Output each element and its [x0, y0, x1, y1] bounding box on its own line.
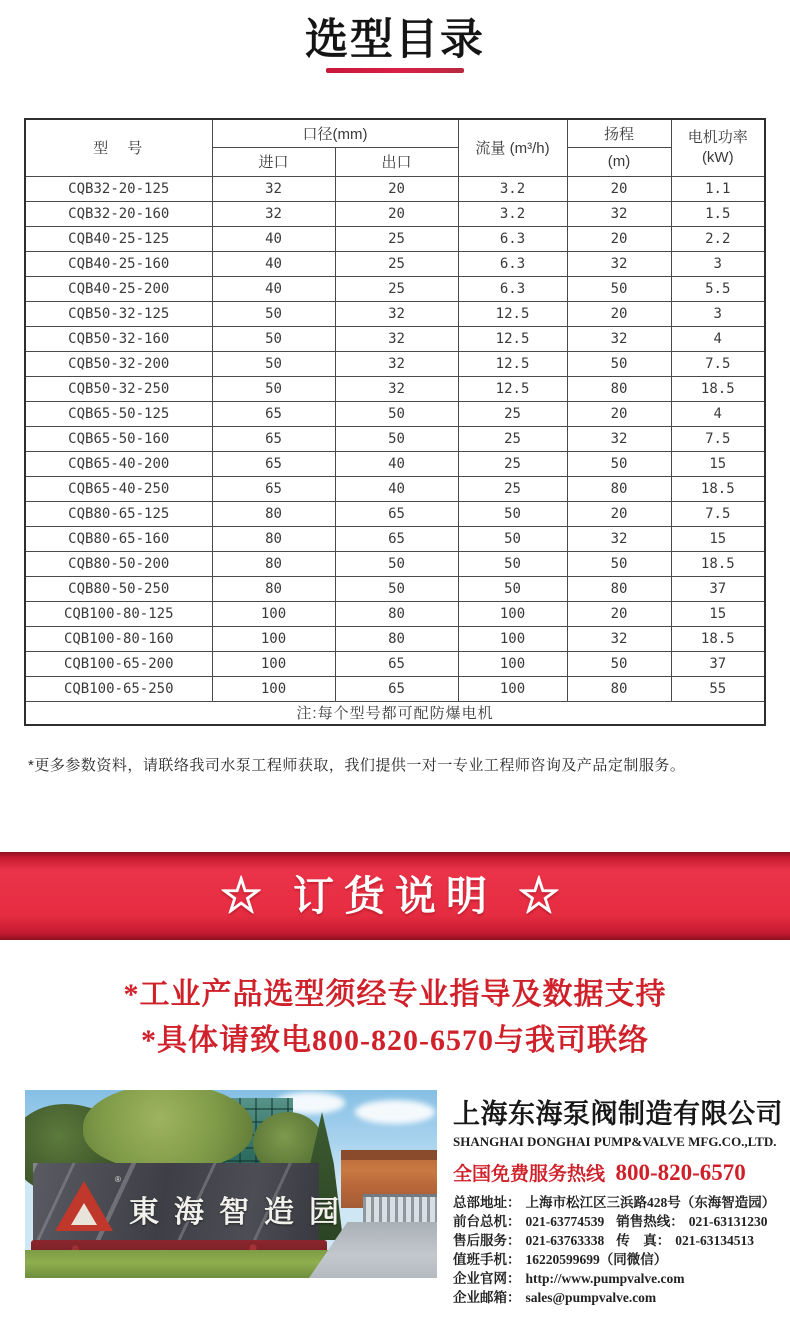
value-cell: 40: [212, 251, 335, 276]
value-cell: 50: [567, 276, 671, 301]
value-cell: 7.5: [671, 501, 765, 526]
notice-line-2: *具体请致电800-820-6570与我司联络: [141, 1024, 649, 1057]
contact-lines: [453, 1193, 788, 1307]
value-cell: 25: [458, 401, 567, 426]
value-cell: 80: [212, 526, 335, 551]
value-cell: 37: [671, 651, 765, 676]
order-instructions-banner: [0, 852, 790, 940]
value-cell: 65: [212, 401, 335, 426]
contact-label: 企业官网：: [453, 1271, 521, 1286]
value-cell: 32: [212, 176, 335, 201]
value-cell: 100: [212, 626, 335, 651]
model-cell: CQB100-65-200: [25, 651, 212, 676]
contact-line: [453, 1212, 788, 1231]
value-cell: 12.5: [458, 351, 567, 376]
value-cell: 6.3: [458, 251, 567, 276]
model-cell: CQB80-65-160: [25, 526, 212, 551]
value-cell: 40: [212, 276, 335, 301]
header-inlet: 进口: [212, 147, 335, 176]
value-cell: 6.3: [458, 226, 567, 251]
value-cell: 1.5: [671, 201, 765, 226]
model-cell: CQB50-32-200: [25, 351, 212, 376]
company-info: [453, 1092, 788, 1307]
contact-line: [453, 1250, 788, 1269]
table-row: [25, 676, 765, 701]
value-cell: 32: [567, 251, 671, 276]
value-cell: 50: [212, 301, 335, 326]
value-cell: 3: [671, 251, 765, 276]
value-cell: 18.5: [671, 476, 765, 501]
model-cell: CQB40-25-125: [25, 226, 212, 251]
value-cell: 32: [567, 626, 671, 651]
value-cell: 4: [671, 401, 765, 426]
value-cell: 55: [671, 676, 765, 701]
model-cell: CQB65-50-160: [25, 426, 212, 451]
contact-value: http://www.pumpvalve.com: [525, 1271, 685, 1286]
value-cell: 25: [458, 426, 567, 451]
table-row: [25, 451, 765, 476]
footnote-text: *更多参数资料，请联络我司水泵工程师获取，我们提供一对一专业工程师咨询及产品定制服务。: [28, 757, 686, 774]
contact-label: 前台总机：: [453, 1214, 521, 1229]
value-cell: 50: [212, 351, 335, 376]
value-cell: 32: [335, 351, 458, 376]
value-cell: 100: [458, 676, 567, 701]
contact-label: 传 真：: [616, 1233, 671, 1248]
value-cell: 32: [567, 526, 671, 551]
header-flow: 流量 (m³/h): [458, 119, 567, 176]
table-row: [25, 526, 765, 551]
value-cell: 65: [335, 676, 458, 701]
value-cell: 18.5: [671, 376, 765, 401]
value-cell: 32: [567, 201, 671, 226]
table-note: 注:每个型号都可配防爆电机: [25, 701, 765, 725]
value-cell: 15: [671, 601, 765, 626]
value-cell: 80: [212, 551, 335, 576]
table-row: [25, 276, 765, 301]
table-row: [25, 601, 765, 626]
value-cell: 3: [671, 301, 765, 326]
value-cell: 50: [335, 401, 458, 426]
value-cell: 15: [671, 526, 765, 551]
table-row: [25, 476, 765, 501]
tree-middle: [83, 1090, 253, 1170]
value-cell: 80: [212, 501, 335, 526]
company-name-english: SHANGHAI DONGHAI PUMP&VALVE MFG.CO.,LTD.: [453, 1134, 777, 1149]
model-cell: CQB50-32-250: [25, 376, 212, 401]
value-cell: 65: [212, 451, 335, 476]
value-cell: 25: [458, 476, 567, 501]
value-cell: 1.1: [671, 176, 765, 201]
value-cell: 32: [567, 426, 671, 451]
model-cell: CQB32-20-160: [25, 201, 212, 226]
value-cell: 20: [335, 176, 458, 201]
value-cell: 40: [212, 226, 335, 251]
contact-value: 021-63774539: [525, 1214, 605, 1229]
registered-mark: ®: [115, 1175, 121, 1184]
contact-value: 021-63763338: [525, 1233, 605, 1248]
table-row: [25, 401, 765, 426]
value-cell: 65: [212, 426, 335, 451]
value-cell: 100: [458, 651, 567, 676]
contact-line: [453, 1193, 788, 1212]
table-row: [25, 426, 765, 451]
contact-value: 上海市松江区三浜路428号（东海智造园）: [525, 1195, 776, 1210]
value-cell: 12.5: [458, 376, 567, 401]
value-cell: 80: [567, 476, 671, 501]
value-cell: 50: [458, 576, 567, 601]
value-cell: 32: [335, 301, 458, 326]
value-cell: 50: [567, 551, 671, 576]
value-cell: 20: [567, 401, 671, 426]
value-cell: 20: [567, 601, 671, 626]
value-cell: 18.5: [671, 626, 765, 651]
model-cell: CQB65-40-200: [25, 451, 212, 476]
title-underline: [326, 68, 464, 73]
header-power-line1: 电机功率: [687, 128, 748, 146]
value-cell: 4: [671, 326, 765, 351]
hotline-number: 800-820-6570: [615, 1160, 746, 1185]
value-cell: 7.5: [671, 351, 765, 376]
value-cell: 50: [567, 351, 671, 376]
value-cell: 12.5: [458, 301, 567, 326]
value-cell: 6.3: [458, 276, 567, 301]
value-cell: 20: [567, 501, 671, 526]
model-cell: CQB80-50-200: [25, 551, 212, 576]
contact-label: 总部地址：: [453, 1195, 521, 1210]
value-cell: 50: [458, 551, 567, 576]
value-cell: 32: [335, 376, 458, 401]
model-selection-table: [24, 118, 766, 726]
model-cell: CQB65-40-250: [25, 476, 212, 501]
company-photo: [25, 1090, 437, 1278]
table-row: [25, 651, 765, 676]
value-cell: 65: [335, 651, 458, 676]
donghai-logo-notch: [71, 1203, 97, 1225]
model-cell: CQB80-50-250: [25, 576, 212, 601]
model-cell: CQB65-50-125: [25, 401, 212, 426]
header-power: [671, 119, 765, 176]
value-cell: 20: [567, 301, 671, 326]
note-row: [25, 701, 765, 725]
header-caliber: 口径(mm): [212, 119, 458, 147]
page-title: 选型目录: [305, 16, 485, 64]
hotline-label: 全国免费服务热线: [453, 1164, 606, 1185]
value-cell: 65: [212, 476, 335, 501]
value-cell: 3.2: [458, 201, 567, 226]
value-cell: 50: [458, 501, 567, 526]
value-cell: 20: [335, 201, 458, 226]
value-cell: 100: [458, 626, 567, 651]
service-hotline: [453, 1159, 788, 1186]
value-cell: 80: [567, 376, 671, 401]
model-cell: CQB100-80-160: [25, 626, 212, 651]
table-row: [25, 301, 765, 326]
value-cell: 25: [335, 226, 458, 251]
value-cell: 25: [458, 451, 567, 476]
contact-label: 销售热线：: [616, 1214, 684, 1229]
value-cell: 50: [212, 326, 335, 351]
value-cell: 25: [335, 251, 458, 276]
value-cell: 18.5: [671, 551, 765, 576]
header-head-unit: (m): [567, 147, 671, 176]
contact-line: [453, 1269, 788, 1288]
value-cell: 50: [567, 651, 671, 676]
table-body: [25, 176, 765, 701]
table-header: [25, 119, 765, 176]
table-row: [25, 226, 765, 251]
model-cell: CQB32-20-125: [25, 176, 212, 201]
header-head: 扬程: [567, 119, 671, 147]
table-row: [25, 176, 765, 201]
table-row: [25, 351, 765, 376]
model-cell: CQB100-80-125: [25, 601, 212, 626]
value-cell: 100: [212, 676, 335, 701]
value-cell: 50: [458, 526, 567, 551]
table-row: [25, 326, 765, 351]
value-cell: 7.5: [671, 426, 765, 451]
table-row: [25, 251, 765, 276]
value-cell: 15: [671, 451, 765, 476]
model-cell: CQB80-65-125: [25, 501, 212, 526]
table-row: [25, 501, 765, 526]
value-cell: 3.2: [458, 176, 567, 201]
value-cell: 65: [335, 501, 458, 526]
header-model: 型 号: [25, 119, 212, 176]
model-cell: CQB40-25-200: [25, 276, 212, 301]
model-cell: CQB50-32-125: [25, 301, 212, 326]
value-cell: 50: [335, 576, 458, 601]
value-cell: 100: [212, 601, 335, 626]
value-cell: 20: [567, 226, 671, 251]
value-cell: 32: [567, 326, 671, 351]
value-cell: 50: [335, 426, 458, 451]
table-row: [25, 576, 765, 601]
contact-value: sales@pumpvalve.com: [525, 1290, 657, 1305]
value-cell: 100: [212, 651, 335, 676]
header-power-line2: (kW): [701, 148, 734, 166]
model-cell: CQB50-32-160: [25, 326, 212, 351]
value-cell: 40: [335, 451, 458, 476]
contact-label: 企业邮箱：: [453, 1290, 521, 1305]
banner-title: ☆ 订货说明 ☆: [220, 873, 570, 919]
value-cell: 50: [567, 451, 671, 476]
value-cell: 65: [335, 526, 458, 551]
value-cell: 37: [671, 576, 765, 601]
model-cell: CQB100-65-250: [25, 676, 212, 701]
value-cell: 80: [335, 626, 458, 651]
contact-label: 售后服务：: [453, 1233, 521, 1248]
header-outlet: 出口: [335, 147, 458, 176]
value-cell: 100: [458, 601, 567, 626]
model-cell: CQB40-25-160: [25, 251, 212, 276]
contact-line: [453, 1231, 788, 1250]
table-row: [25, 626, 765, 651]
value-cell: 32: [212, 201, 335, 226]
value-cell: 2.2: [671, 226, 765, 251]
sign-wall-text: 東海智造园: [129, 1196, 354, 1229]
value-cell: 20: [567, 176, 671, 201]
value-cell: 80: [212, 576, 335, 601]
contact-value: 021-63131230: [688, 1214, 768, 1229]
company-name: 上海东海泵阀制造有限公司: [453, 1099, 783, 1129]
notice-line-1: *工业产品选型须经专业指导及数据支持: [123, 978, 667, 1011]
table-row: [25, 551, 765, 576]
value-cell: 50: [212, 376, 335, 401]
value-cell: 25: [335, 276, 458, 301]
value-cell: 5.5: [671, 276, 765, 301]
table-row: [25, 201, 765, 226]
value-cell: 50: [335, 551, 458, 576]
value-cell: 80: [567, 576, 671, 601]
value-cell: 40: [335, 476, 458, 501]
value-cell: 32: [335, 326, 458, 351]
value-cell: 80: [335, 601, 458, 626]
contact-label: 值班手机：: [453, 1252, 521, 1267]
contact-line: [453, 1288, 788, 1307]
value-cell: 80: [567, 676, 671, 701]
value-cell: 12.5: [458, 326, 567, 351]
contact-value: 021-63134513: [675, 1233, 754, 1248]
contact-value: 16220599699（同微信）: [525, 1252, 668, 1267]
notice-block: [0, 972, 790, 1064]
table-row: [25, 376, 765, 401]
cloud-shape: [355, 1100, 435, 1124]
